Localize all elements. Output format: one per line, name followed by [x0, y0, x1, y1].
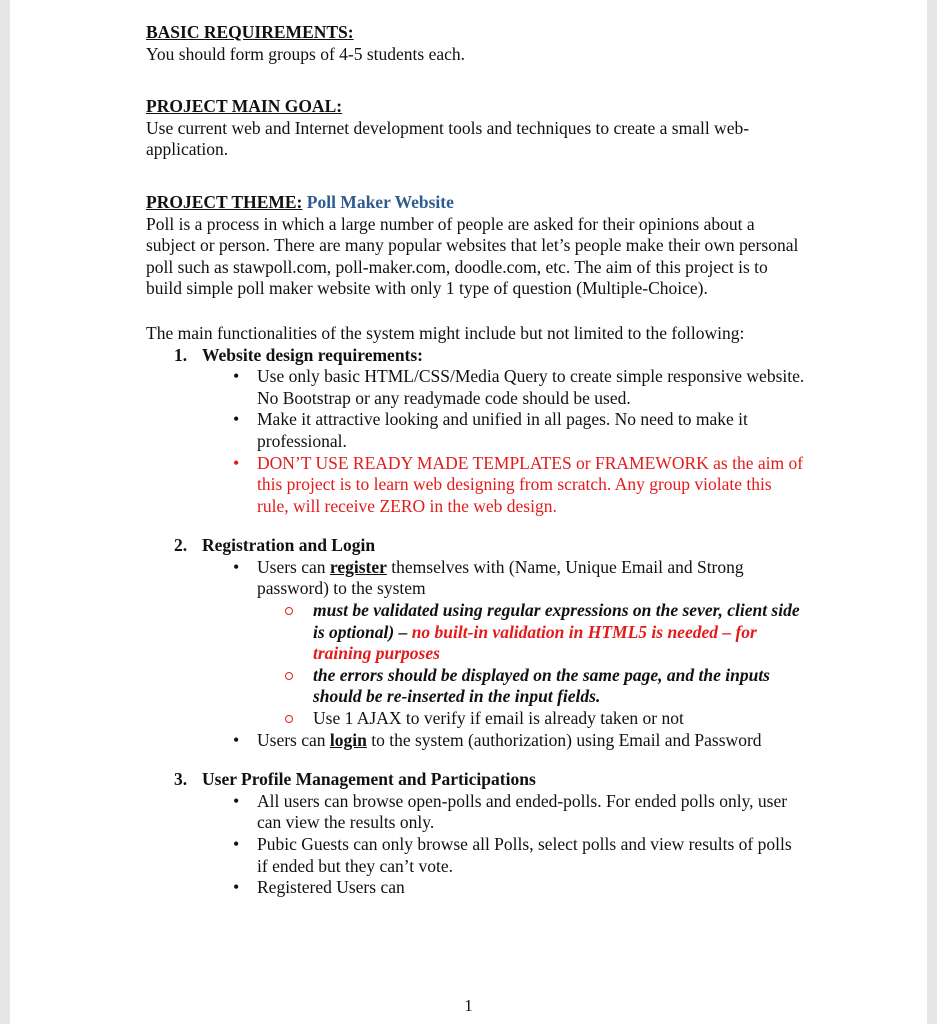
- list-item-warning: • DON’T USE READY MADE TEMPLATES or FRAMEWORK as the aim of this project is to learn web designing from scratch. Any group violate this rule, will receive ZERO in the web design.: [146, 453, 806, 518]
- sub-list-item: the errors should be displayed on the same page, and the inputs should be re-inserted in the input fields.: [257, 665, 806, 708]
- register-emphasis: register: [329, 556, 387, 577]
- list-item: • Pubic Guests can only browse all Polls, select polls and view results of polls if ended but they can’t vote.: [146, 834, 806, 877]
- bullet-list: [146, 791, 806, 899]
- list-item: • Registered Users can: [146, 877, 806, 899]
- login-text-pre: Users can: [257, 729, 330, 750]
- section-website-design: [146, 345, 806, 518]
- bullet-list: [146, 557, 806, 751]
- project-theme-text: Poll is a process in which a large number of people are asked for their opinions about a subject or person. There are many popular websites that let’s people make their own personal poll such as stawpoll.com, poll-maker.com, doodle.com, etc. The aim of this project is to build simple poll maker website with only 1 type of question (Multiple-Choice).: [146, 213, 799, 299]
- section-heading: [174, 535, 806, 557]
- bullet-list: [146, 366, 806, 517]
- register-text-pre: Users can: [257, 556, 330, 577]
- sub-list: [257, 600, 806, 730]
- section-title: Registration and Login: [202, 535, 376, 556]
- login-emphasis: login: [329, 729, 367, 750]
- page-number: 1: [464, 996, 473, 1015]
- project-theme-section: [146, 192, 806, 300]
- section-title: User Profile Management and Participations: [202, 769, 536, 790]
- list-item: • All users can browse open-polls and ended-polls. For ended polls only, user can view the results only.: [146, 791, 806, 834]
- list-item: • Use only basic HTML/CSS/Media Query to create simple responsive website. No Bootstrap or any readymade code should be used.: [146, 366, 806, 409]
- project-theme-heading-line: [146, 192, 806, 214]
- project-theme-heading: PROJECT THEME:: [146, 191, 303, 212]
- project-goal-text: Use current web and Internet development tools and techniques to create a small web-application.: [146, 117, 750, 160]
- section-title: Website design requirements:: [202, 344, 424, 365]
- section-number: 1.: [174, 344, 188, 365]
- project-theme-title: Poll Maker Website: [306, 191, 454, 212]
- document-page: [10, 0, 927, 1024]
- section-number: 3.: [174, 769, 188, 790]
- functionalities-list: [146, 345, 806, 899]
- project-goal-heading: PROJECT MAIN GOAL:: [146, 96, 343, 117]
- section-heading: [174, 769, 806, 791]
- login-text-post: to the system (authorization) using Email and Password: [366, 729, 762, 750]
- validation-text: must be validated using regular expressions on the sever, client side is optional) –: [313, 600, 800, 642]
- section-registration-login: [146, 535, 806, 751]
- basic-requirements-heading: BASIC REQUIREMENTS:: [146, 22, 354, 42]
- section-number: 2.: [174, 535, 188, 556]
- list-item-login: [146, 730, 806, 752]
- functionalities-intro: The main functionalities of the system might include but not limited to the following:: [146, 322, 745, 343]
- section-user-profile: [146, 769, 806, 899]
- sub-list-item: [257, 600, 806, 665]
- validation-warning: no built-in validation in HTML5 is needed – for training purposes: [313, 621, 757, 664]
- sub-list-item: Use 1 AJAX to verify if email is already taken or not: [257, 708, 806, 730]
- basic-requirements-section: [146, 22, 806, 65]
- basic-requirements-text: You should form groups of 4-5 students each.: [146, 43, 466, 64]
- list-item-register: [146, 557, 806, 730]
- document-content: [146, 22, 806, 899]
- register-text-post: themselves with (Name, Unique Email and Strong password) to the system: [257, 556, 744, 599]
- section-heading: [174, 345, 806, 367]
- project-goal-section: [146, 96, 806, 161]
- list-item: • Make it attractive looking and unified in all pages. No need to make it professional.: [146, 409, 806, 452]
